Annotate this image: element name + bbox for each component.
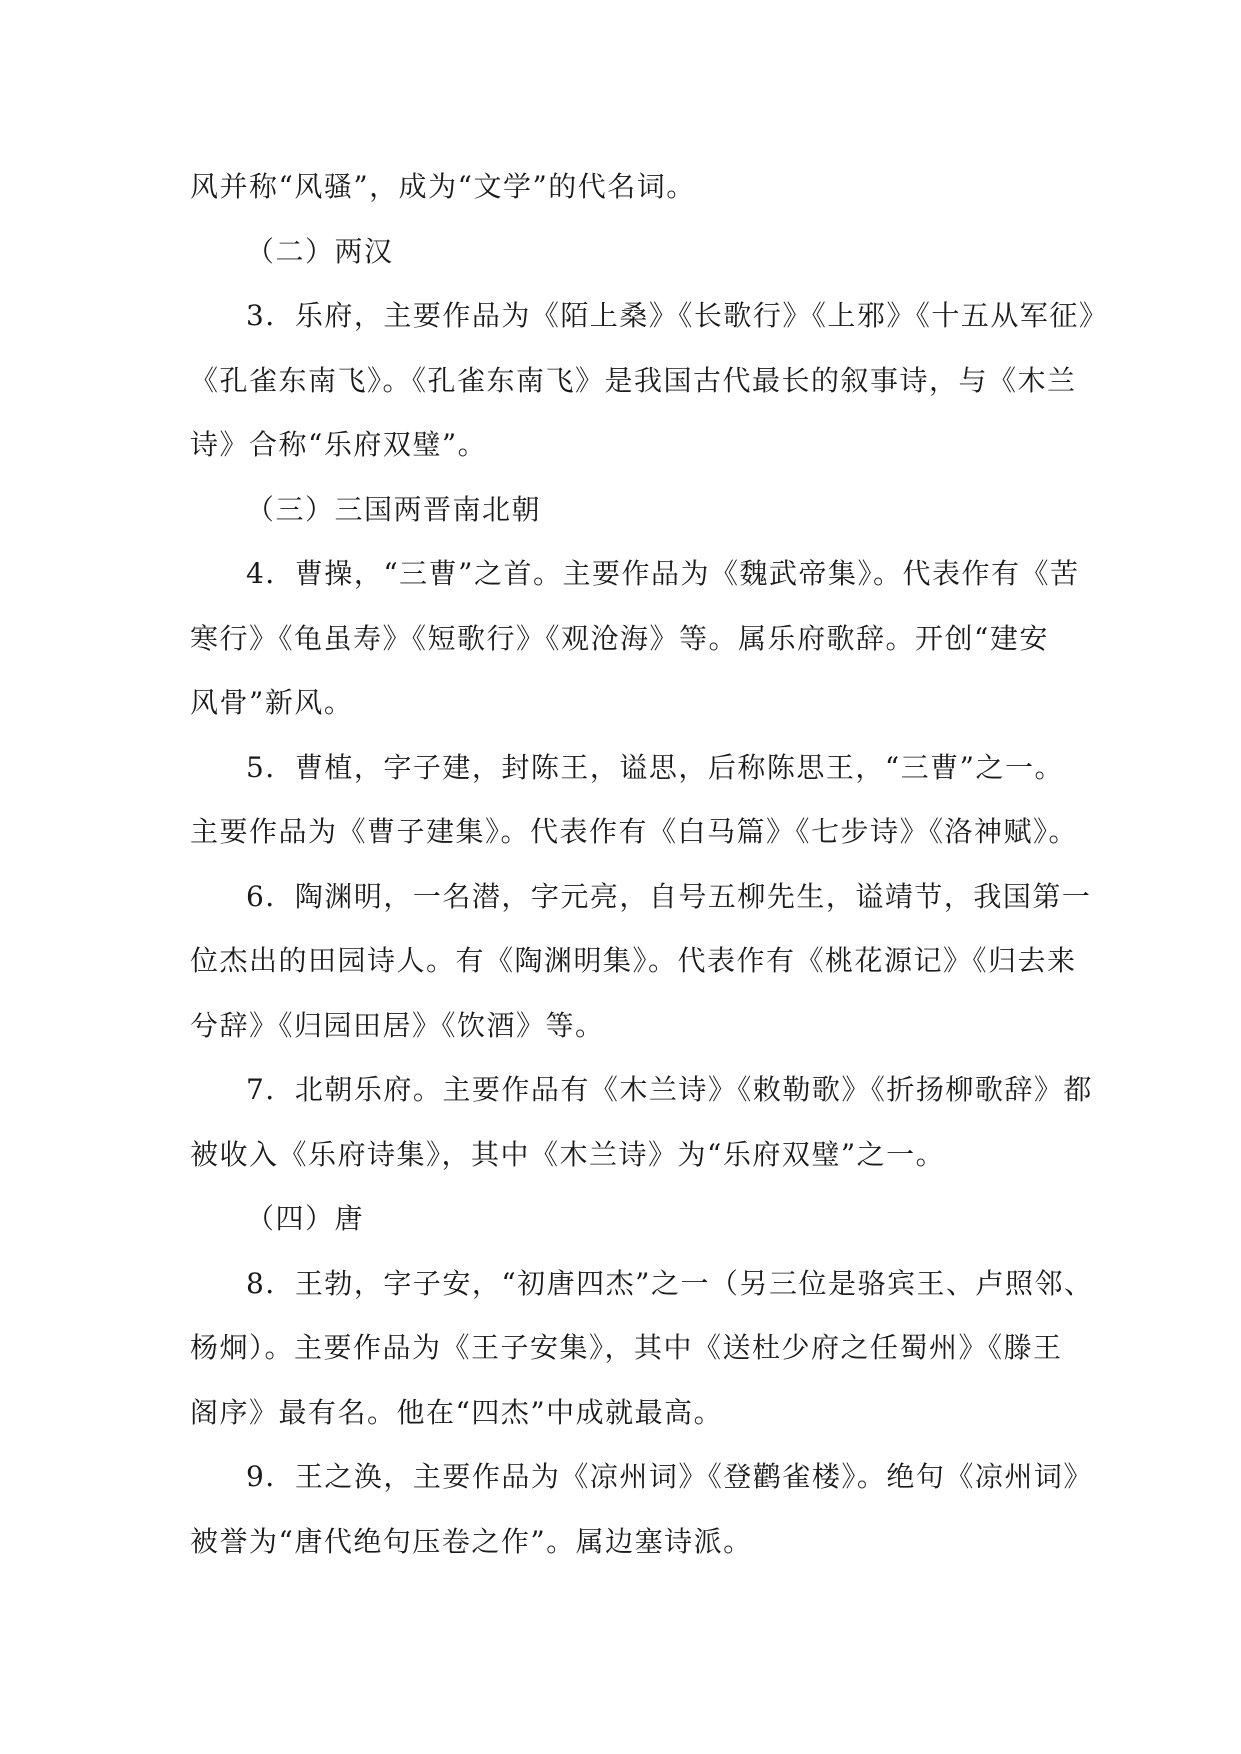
section-heading-tang: （四）唐	[246, 1202, 365, 1235]
section-heading-three-kingdoms: （三）三国两晋南北朝	[246, 492, 542, 526]
text-line: 兮辞》《归园田居》《饮酒》等。	[190, 1008, 605, 1042]
text-line: 6．陶渊明，一名潜，字元亮，自号五柳先生，谥靖节，我国第一	[246, 879, 1092, 913]
text-line: 8．王勃，字子安，“初唐四杰”之一（另三位是骆宾王、卢照邻、	[246, 1266, 1094, 1300]
text-line: 5．曹植，字子建，封陈王，谥思，后称陈思王，“三曹”之一。	[246, 750, 1064, 784]
text-line: 被收入《乐府诗集》，其中《木兰诗》为“乐府双璧”之一。	[190, 1137, 946, 1171]
text-line: 4．曹操，“三曹”之首。主要作品为《魏武帝集》。代表作有《苦	[246, 557, 1080, 590]
text-line: 7．北朝乐府。主要作品有《木兰诗》《敕勒歌》《折扬柳歌辞》都	[246, 1073, 1093, 1106]
text-line: 风并称“风骚”，成为“文学”的代名词。	[190, 170, 696, 203]
text-line: 3．乐府，主要作品为《陌上桑》《长歌行》《上邪》《十五从军征》	[246, 299, 1109, 332]
text-line: 杨炯）。主要作品为《王子安集》，其中《送杜少府之任蜀州》《滕王	[190, 1331, 1063, 1364]
text-line: 寒行》《龟虽寿》《短歌行》《观沧海》等。属乐府歌辞。开创“建安	[190, 621, 1049, 655]
text-line: 《孔雀东南飞》。《孔雀东南飞》是我国古代最长的叙事诗，与《木兰	[190, 363, 1077, 397]
text-line: 被誉为“唐代绝句压卷之作”。属边塞诗派。	[190, 1524, 753, 1558]
text-line: 位杰出的田园诗人。有《陶渊明集》。代表作有《桃花源记》《归去来	[190, 944, 1077, 977]
text-line: 风骨”新风。	[190, 686, 354, 719]
text-line: 阁序》最有名。他在“四杰”中成就最高。	[190, 1395, 724, 1429]
text-line: 9．王之涣，主要作品为《凉州词》《登鹳雀楼》。绝句《凉州词》	[246, 1460, 1093, 1493]
text-line: 主要作品为《曹子建集》。代表作有《白马篇》《七步诗》《洛神赋》。	[190, 815, 1079, 848]
section-heading-han: （二）两汉	[246, 234, 394, 268]
text-line: 诗》合称“乐府双璧”。	[190, 428, 488, 461]
document-body	[190, 155, 1109, 1574]
